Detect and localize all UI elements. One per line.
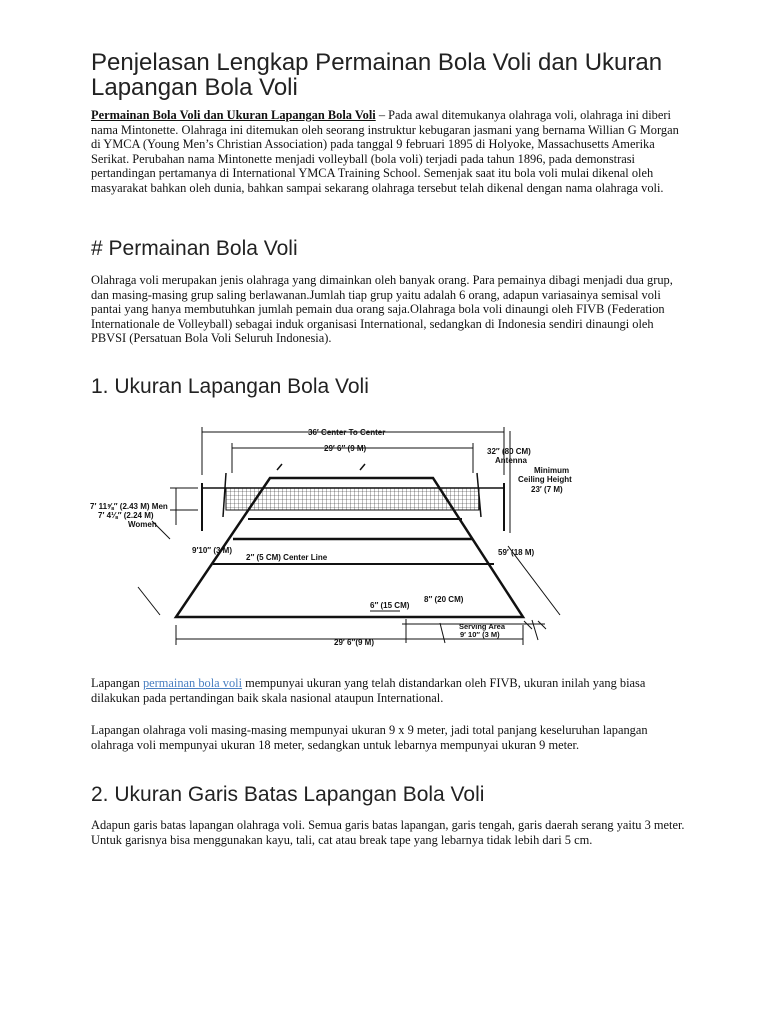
label-ceiling-2: Ceiling Height bbox=[518, 475, 572, 484]
label-bottom-width: 29′ 6″(9 M) bbox=[334, 638, 374, 647]
court-size-text-end: mempunyai ukuran yang telah distandarkan oleh FIVB, ukuran inilah yang biasa dilakukan pada pertandingan baik skala nasional ataupun International. bbox=[91, 676, 646, 705]
label-inset: 6″ (15 CM) bbox=[370, 601, 410, 610]
label-ceiling-3: 23′ (7 M) bbox=[531, 485, 563, 494]
permainan-bola-voli-link[interactable]: permainan bola voli bbox=[142, 676, 243, 690]
intro-paragraph bbox=[91, 108, 691, 196]
court-diagram bbox=[90, 415, 680, 655]
intro-link[interactable]: Permainan Bola Voli dan Ukuran Lapangan Bola Voli bbox=[91, 108, 376, 122]
label-attack-line: 9′10″ (3 M) bbox=[192, 546, 232, 555]
court-size-text-start: Lapangan bbox=[91, 676, 143, 690]
dim-line-side bbox=[138, 587, 160, 615]
court-size-paragraph bbox=[91, 676, 691, 705]
section-heading-ukuran-lapangan: 1. Ukuran Lapangan Bola Voli bbox=[91, 375, 369, 398]
label-line-width: 8″ (20 CM) bbox=[424, 595, 464, 604]
court-dimension-paragraph: Lapangan olahraga voli masing-masing mempunyai ukuran 9 x 9 meter, jadi total panjang keseluruhan lapangan olahraga voli mempunyai ukuran 18 meter, sedangkan untuk lebarnya mempunyai ukuran 9 meter. bbox=[91, 723, 648, 752]
label-women-height: 7′ 4⅛″ (2.24 M) bbox=[98, 511, 154, 520]
boundary-line-paragraph: Adapun garis batas lapangan olahraga voli. Semua garis batas lapangan, garis tengah, garis daerah serang yaitu 3 meter. Untuk garisnya bisa menggunakan kayu, tali, cat atau break tape yang lebarnya tidak lebih dari 5 cm. bbox=[91, 818, 685, 847]
label-serving-size: 9′ 10″ (3 M) bbox=[460, 630, 500, 639]
label-length: 59′ (18 M) bbox=[498, 548, 535, 557]
label-center-line: 2″ (5 CM) Center Line bbox=[246, 553, 328, 562]
label-men-height: 7′ 11⅝″ (2.43 M) Men bbox=[90, 502, 168, 511]
label-serving-area: Serving Area bbox=[459, 622, 505, 631]
label-ceiling-1: Minimum bbox=[534, 466, 570, 475]
label-women: Women bbox=[128, 520, 157, 529]
page-title: Penjelasan Lengkap Permainan Bola Voli dan Ukuran Lapangan Bola Voli bbox=[91, 49, 663, 101]
intro-text: – Pada awal ditemukanya olahraga voli, olahraga ini diberi nama Mintonette. Olahraga ini ditemukan oleh seorang instruktur kebugaran jasmani yang bernama Willian G Morgan di YMCA (Young Men’s Christian Association) pada tanggal 9 februari 1895 di Holyoke, Massachusetts Amerika Serikat. Perubahan nama Mintonette menjadi volleyball (bola voli) terjadi pada tahun 1896, pada demonstrasi pertandingan pertamanya di International YMCA Training School. Semenjak saat itu bola voli mulai dikenal oleh masyarakat bahkan oleh dunia, bahkan sampai sekarang olahraga tersebut telah dikenal dengan nama olahraga voli. bbox=[91, 108, 679, 195]
section-permainan-text: Olahraga voli merupakan jenis olahraga yang dimainkan oleh banyak orang. Para pemainya dibagi menjadi dua grup, dan masing-masing grup saling berlawanan.Jumlah tiap grup yaitu adalah 6 orang, adapun variasainya semisal voli pantai yang hanya membutuhkan jumlah pemain dua orang saja.Olahraga bola voli dinaungi oleh FIVB (Federation Internationale de Volleyball) sebagai induk organisasi International, sedangkan di Indonesia sendiri dinaungi oleh PBVSI (Persatuan Bola Voli Seluruh Indonesia). bbox=[91, 273, 673, 346]
label-antenna: Antenna bbox=[495, 456, 527, 465]
label-antenna-size: 32″ (80 CM) bbox=[487, 447, 531, 456]
label-center-to-center: 36′ Center To Center bbox=[308, 428, 386, 437]
section-heading-permainan: # Permainan Bola Voli bbox=[91, 237, 298, 260]
label-top-width: 29′ 6″ (9 M) bbox=[324, 444, 367, 453]
section-heading-garis-batas: 2. Ukuran Garis Batas Lapangan Bola Voli bbox=[91, 783, 485, 806]
